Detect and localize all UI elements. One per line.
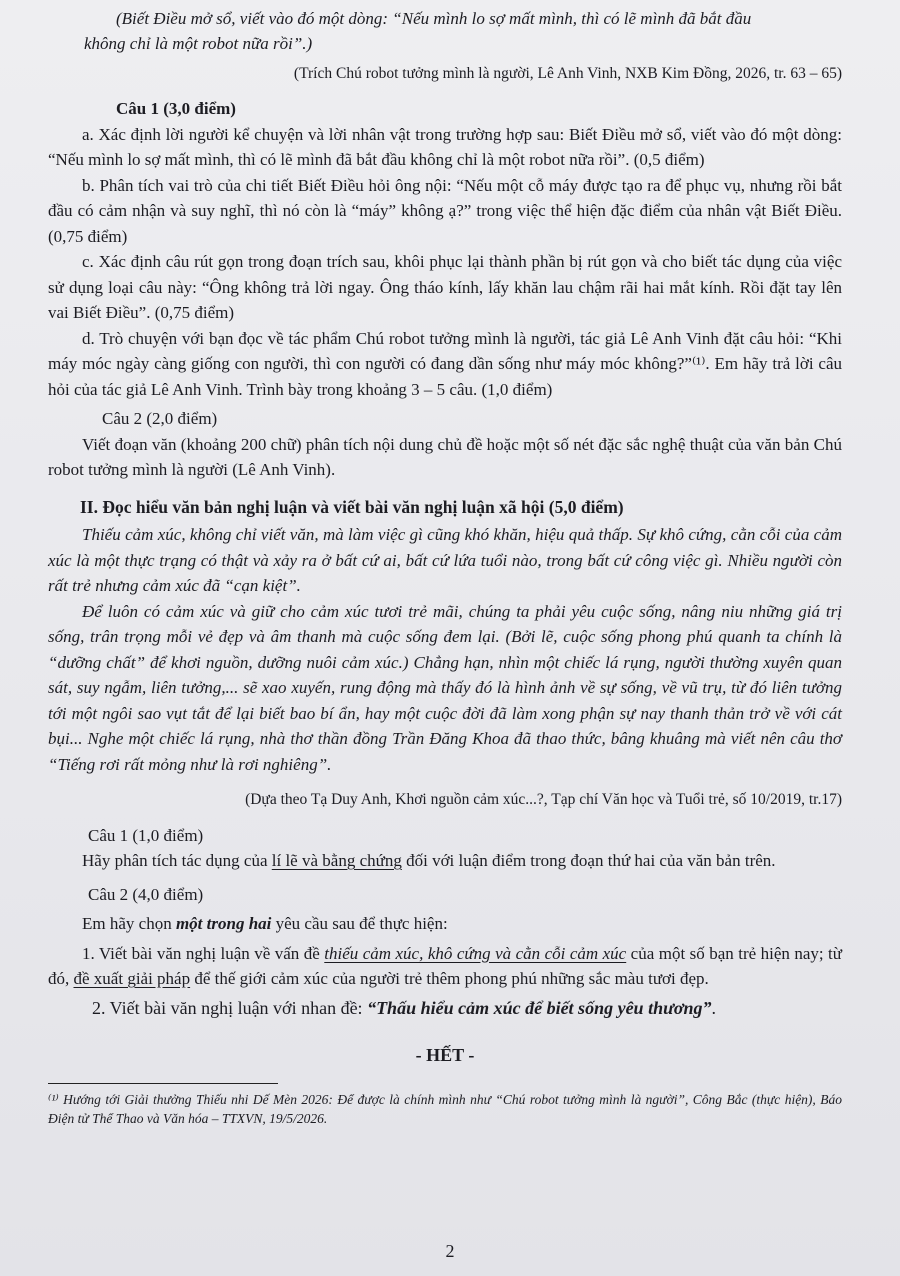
part2-q2-post: yêu cầu sau để thực hiện: xyxy=(271,914,448,933)
footnote-divider xyxy=(48,1083,278,1084)
opening-line-1: (Biết Điều mở sổ, viết vào đó một dòng: “Nếu mình lo sợ mất mình, thì có lẽ mình đã bắt đầu xyxy=(116,9,752,28)
part1-q1b: b. Phân tích vai trò của chi tiết Biết Điều hỏi ông nội: “Nếu một cỗ máy được tạo ra để phục vụ, nhưng rồi bắt đầu có cảm nhận và suy nghĩ, thì nó còn là “máy” không ạ?” trong việc thể hiện đặc điểm của nhân vật Biết Điều. (0,75 điểm) xyxy=(48,175,842,246)
part1-q1-title: Câu 1 (3,0 điểm) xyxy=(116,99,236,118)
task-1-underlined-1: thiếu cảm xúc, khô cứng và cằn cỗi cảm xúc xyxy=(324,943,627,963)
opening-line-2: không chỉ là một robot nữa rồi”.) xyxy=(84,34,313,53)
essay-para-1: Thiếu cảm xúc, không chỉ viết văn, mà làm việc gì cũng khó khăn, hiệu quả thấp. Sự khô cứng, cằn cỗi của cảm xúc là một thực trạng có thật và xảy ra ở bất cứ ai, bất cứ lứa tuổi nào, trong bất cứ công việc gì. Nhiều người còn rất trẻ nhưng cảm xúc đã “cạn kiệt”. xyxy=(48,525,842,595)
part2-q1-title: Câu 1 (1,0 điểm) xyxy=(88,825,204,845)
footnote: ⁽¹⁾ Hướng tới Giải thưởng Thiếu nhi Dế Mèn 2026: Để được là chính mình như “Chú robot tưởng mình là người”, Công Bắc (thực hiện), Báo Điện tử Thể Thao và Văn hóa – TTXVN, 19/5/2026. xyxy=(48,1091,842,1126)
task-2-post: . xyxy=(711,997,717,1018)
part1-q2-title: Câu 2 (2,0 điểm) xyxy=(102,409,218,428)
page-number: 2 xyxy=(445,1241,455,1261)
essay-para-2: Để luôn có cảm xúc và giữ cho cảm xúc tươi trẻ mãi, chúng ta phải yêu cuộc sống, nâng niu những giá trị sống, trân trọng mỗi vẻ đẹp và âm thanh mà cuộc sống đem lại. (Bởi lẽ, cuộc sống phong phú quanh ta chính là “dưỡng chất” để khơi nguồn, dưỡng nuôi cảm xúc.) Chẳng hạn, nhìn một chiếc lá rụng, người thường xuyên quan sát, suy ngẫm, liên tưởng,... sẽ xao xuyến, rung động mà thấy đó là hình ảnh về sự sống, về vũ trụ, từ đó liên tưởng tới một ngôi sao vụt tắt để lại biết bao bí ẩn, hay một cuộc đời đã làm xong phận sự nay thanh thản trở về với cát bụi... Nghe một chiếc lá rụng, nhà thơ thần đồng Trần Đăng Khoa đã thao thức, bâng khuâng mà viết nên câu thơ “Tiếng rơi rất mỏng như là rơi nghiêng”. xyxy=(48,601,842,774)
part2-q2-instruction xyxy=(48,911,842,937)
part2-q1-underlined: lí lẽ và bằng chứng xyxy=(271,851,402,870)
task-2-pre: 2. Viết bài văn nghị luận với nhan đề: xyxy=(92,997,368,1018)
excerpt-source: (Trích Chú robot tưởng mình là người, Lê Anh Vinh, NXB Kim Đồng, 2026, tr. 63 – 65) xyxy=(293,64,842,82)
part1-q1a: a. Xác định lời người kể chuyện và lời nhân vật trong trường hợp sau: Biết Điều mở sổ, viết vào đó một dòng: “Nếu mình lo sợ mất mình, thì có lẽ mình đã bắt đầu không chỉ là một robot nữa rồi”. (0,5 điểm) xyxy=(48,124,842,169)
part2-q1 xyxy=(48,848,842,874)
end-mark: - HẾT - xyxy=(415,1045,475,1065)
task-2 xyxy=(92,996,842,1022)
part2-q2-title: Câu 2 (4,0 điểm) xyxy=(88,884,204,904)
part1-q2: Viết đoạn văn (khoảng 200 chữ) phân tích nội dung chủ đề hoặc một số nét đặc sắc nghệ thuật của văn bản Chú robot tưởng mình là người (Lê Anh Vinh). xyxy=(48,434,842,479)
essay-source: (Dựa theo Tạ Duy Anh, Khơi nguồn cảm xúc...?, Tạp chí Văn học và Tuổi trẻ, số 10/2019, tr.17) xyxy=(245,791,842,808)
task-1 xyxy=(48,941,842,992)
part1-q1d: d. Trò chuyện với bạn đọc về tác phẩm Chú robot tưởng mình là người, tác giả Lê Anh Vinh đặt câu hỏi: “Khi máy móc ngày càng giống con người, thì con người có đang dần sống như máy móc không?”⁽¹⁾. Em hãy trả lời câu hỏi của tác giả Lê Anh Vinh. Trình bày trong khoảng 3 – 5 câu. (1,0 điểm) xyxy=(48,328,842,399)
part2-q2-pre: Em hãy chọn xyxy=(82,914,176,933)
part2-q1-pre: Hãy phân tích tác dụng của xyxy=(82,851,272,870)
part2-q2-bold: một trong hai xyxy=(175,914,272,933)
task-2-title: “Thấu hiểu cảm xúc để biết sống yêu thương” xyxy=(367,997,712,1018)
part2-heading: II. Đọc hiểu văn bản nghị luận và viết bài văn nghị luận xã hội (5,0 điểm) xyxy=(80,496,624,517)
task-1-underlined-2: đề xuất giải pháp xyxy=(73,969,191,988)
task-1-b: của một số bạn trẻ hiện nay; từ đó, xyxy=(48,943,842,988)
part2-q1-post: đối với luận điểm trong đoạn thứ hai của văn bản trên. xyxy=(401,851,776,870)
task-1-c: để thế giới cảm xúc của người trẻ thêm phong phú những sắc màu tươi đẹp. xyxy=(190,969,709,988)
part1-q1c: c. Xác định câu rút gọn trong đoạn trích sau, khôi phục lại thành phần bị rút gọn và cho biết tác dụng của việc sử dụng loại câu này: “Ông không trả lời ngay. Ông tháo kính, lấy khăn lau chậm rãi hai mắt kính. Rồi đặt tay lên vai Biết Điều”. (0,75 điểm) xyxy=(48,252,842,322)
task-1-a: 1. Viết bài văn nghị luận về vấn đề xyxy=(82,943,325,963)
